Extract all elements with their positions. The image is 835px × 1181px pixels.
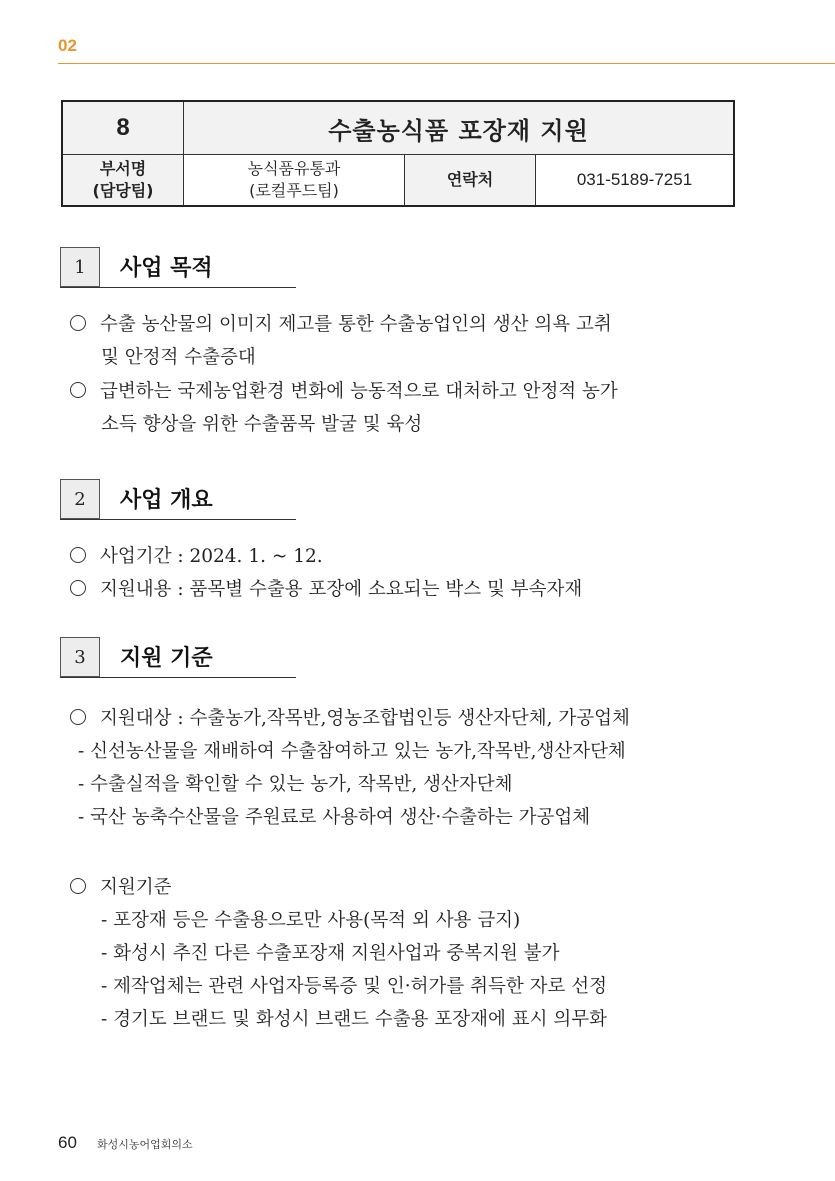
department-label-line2: (담당팀): [92, 181, 154, 200]
program-title: 수출농식품 포장재 지원: [184, 101, 735, 155]
department-label: [62, 155, 184, 207]
section-1-title: 사업 목적: [120, 256, 213, 281]
section-3-item-1: 지원대상 : 수출농가,작목반,영농조합법인등 생산자단체, 가공업체: [70, 704, 630, 730]
circle-bullet-icon: [70, 709, 86, 725]
section-3-title: 지원 기준: [120, 646, 213, 671]
section-3-subitem-4: - 포장재 등은 수출용으로만 사용(목적 외 사용 금지): [101, 910, 521, 931]
circle-bullet-icon: [70, 878, 86, 894]
circle-bullet-icon: [70, 580, 86, 596]
section-2-item-1: 사업기간 : 2024. 1. ~ 12.: [70, 542, 323, 568]
section-3-subitem-5: - 화성시 추진 다른 수출포장재 지원사업과 중복지원 불가: [101, 943, 560, 964]
footer-title: 화성시농어업회의소: [97, 1138, 193, 1151]
department-value-line2: (로컬푸드팀): [249, 181, 339, 200]
circle-bullet-icon: [70, 547, 86, 563]
chapter-number: 02: [58, 36, 77, 55]
chapter-divider: [58, 63, 835, 64]
page-number: 60: [58, 1133, 77, 1152]
section-1-item-2-cont: 소득 향상을 위한 수출품목 발굴 및 육성: [101, 414, 423, 435]
section-2-underline: [60, 519, 296, 520]
circle-bullet-icon: [70, 315, 86, 331]
section-1-heading: [60, 247, 296, 287]
section-2-item-2: 지원내용 : 품목별 수출용 포장에 소요되는 박스 및 부속자재: [70, 575, 582, 601]
section-2-title: 사업 개요: [120, 488, 213, 513]
circle-bullet-icon: [70, 382, 86, 398]
section-1-item-1: 수출 농산물의 이미지 제고를 통한 수출농업인의 생산 의욕 고취: [70, 310, 612, 336]
section-3-subitem-7: - 경기도 브랜드 및 화성시 브랜드 수출용 포장재에 표시 의무화: [101, 1009, 607, 1030]
contact-label: 연락처: [405, 155, 536, 207]
section-3-underline: [60, 677, 296, 678]
program-number: 8: [62, 101, 184, 155]
section-1-item-2: 급변하는 국제농업환경 변화에 능동적으로 대처하고 안정적 농가: [70, 377, 618, 403]
section-2-heading: [60, 479, 296, 519]
section-3-subitem-6: - 제작업체는 관련 사업자등록증 및 인·허가를 취득한 자로 선정: [101, 976, 607, 997]
section-3-item-2: 지원기준: [70, 873, 171, 899]
section-3-subitem-3: - 국산 농축수산물을 주원료로 사용하여 생산·수출하는 가공업체: [78, 807, 591, 828]
department-label-line1: 부서명: [99, 159, 147, 178]
department-value: [184, 155, 405, 207]
department-value-line1: 농식품유통과: [247, 159, 341, 178]
section-2-number: 2: [60, 479, 100, 519]
contact-value: 031-5189-7251: [536, 155, 735, 207]
section-3-number: 3: [60, 637, 100, 677]
section-1-item-1-cont: 및 안정적 수출증대: [101, 347, 256, 368]
section-3-subitem-2: - 수출실적을 확인할 수 있는 농가, 작목반, 생산자단체: [78, 774, 513, 795]
section-3-subitem-1: - 신선농산물을 재배하여 수출참여하고 있는 농가,작목반,생산자단체: [78, 741, 626, 762]
section-1-number: 1: [60, 247, 100, 287]
program-info-table: [61, 100, 735, 207]
section-1-underline: [60, 287, 296, 288]
section-3-heading: [60, 637, 296, 677]
